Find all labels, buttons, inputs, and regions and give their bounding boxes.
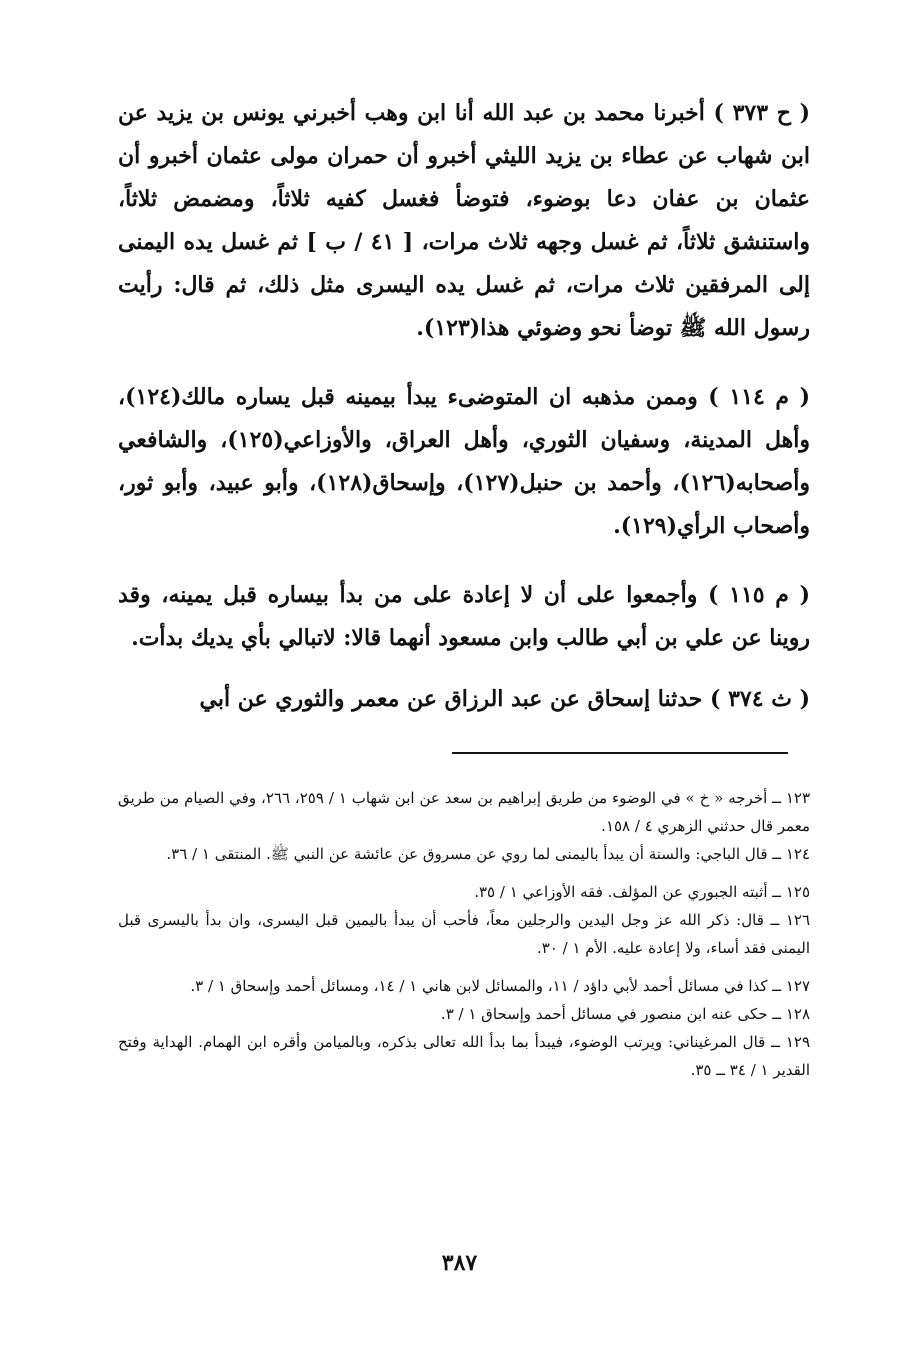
footnote-128: ١٢٨ ــ حكى عنه ابن منصور في مسائل أحمد وإسحاق ١ / ٣. (440, 1005, 810, 1023)
footnote-123: ١٢٣ ــ أخرجه « خ » في الوضوء من طريق إبراهيم بن سعد عن ابن شهاب ١ / ٢٥٩، ٢٦٦، وفي الصيام من طريق معمر قال حدثني الزهري ٤ / ١٥٨. (118, 789, 811, 835)
footnote-124: ١٢٤ ــ قال الباجي: والسنة أن يبدأ باليمنى لما روي عن مسروق عن عائشة عن النبي ﷺ. المنتقى ١ / ٣٦. (166, 845, 810, 863)
paragraph-masala-114: ( م ١١٤ ) وممن مذهبه ان المتوضىء يبدأ بيمينه قبل يساره مالك(١٢٤)، وأهل المدينة، وسفيان الثوري، وأهل العراق، والأوزاعي(١٢٥)، والشافعي وأصحابه(١٢٦)، وأحمد بن حنبل(١٢٧)، وإسحاق(١٢٨)، وأبو عبيد، وأبو ثور، وأصحاب الرأي(١٢٩). (118, 384, 810, 539)
footnote-129: ١٢٩ ــ قال المرغيناني: ويرتب الوضوء، فيبدأ بما بدأ الله تعالى بذكره، وبالميامن وأقره ابن الهمام. الهداية وفتح القدير ١ / ٣٤ ــ ٣٥. (118, 1033, 810, 1079)
footnote-125: ١٢٥ ــ أثبته الجبوري عن المؤلف. فقه الأوزاعي ١ / ٣٥. (474, 883, 810, 901)
footnote-126: ١٢٦ ــ قال: ذكر الله عز وجل اليدين والرجلين معاً، فأحب أن يبدأ باليمين قبل اليسرى، وان بدأ باليسرى قبل اليمنى فقد أساء، ولا إعادة عليه. الأم ١ / ٣٠. (118, 911, 810, 957)
footnote-separator (452, 752, 788, 754)
paragraph-hadith-373: ( ح ٣٧٣ ) أخبرنا محمد بن عبد الله أنا ابن وهب أخبرني يونس بن يزيد عن ابن شهاب عن عطاء بن يزيد الليثي أخبرو أن حمران مولى عثمان أخبرو أن عثمان بن عفان دعا بوضوء، فتوضأ فغسل كفيه ثلاثاً، ومضمض ثلاثاً، واستنشق ثلاثاً، ثم غسل وجهه ثلاث مرات، [ ٤١ / ب ] ثم غسل يده اليمنى إلى المرفقين ثلاث مرات، ثم غسل يده اليسرى مثل ذلك، ثم قال: رأيت رسول الله ﷺ توضأ نحو وضوئي هذا(١٢٣). (118, 100, 810, 341)
footnotes (118, 784, 810, 1084)
main-text (118, 92, 810, 721)
footnote-127: ١٢٧ ــ كذا في مسائل أحمد لأبي داؤد / ١١، والمسائل لابن هاني ١ / ١٤، ومسائل أحمد وإسحاق ١ / ٣. (190, 977, 810, 995)
paragraph-masala-115: ( م ١١٥ ) وأجمعوا على أن لا إعادة على من بدأ بيساره قبل يمينه، وقد روينا عن علي بن أبي طالب وابن مسعود أنهما قالا: لاتبالي بأي يديك بدأت. (118, 582, 810, 651)
page-number: ٣٨٧ (441, 1250, 478, 1276)
paragraph-athar-374: ( ث ٣٧٤ ) حدثنا إسحاق عن عبد الرزاق عن معمر والثوري عن أبي (199, 686, 810, 712)
